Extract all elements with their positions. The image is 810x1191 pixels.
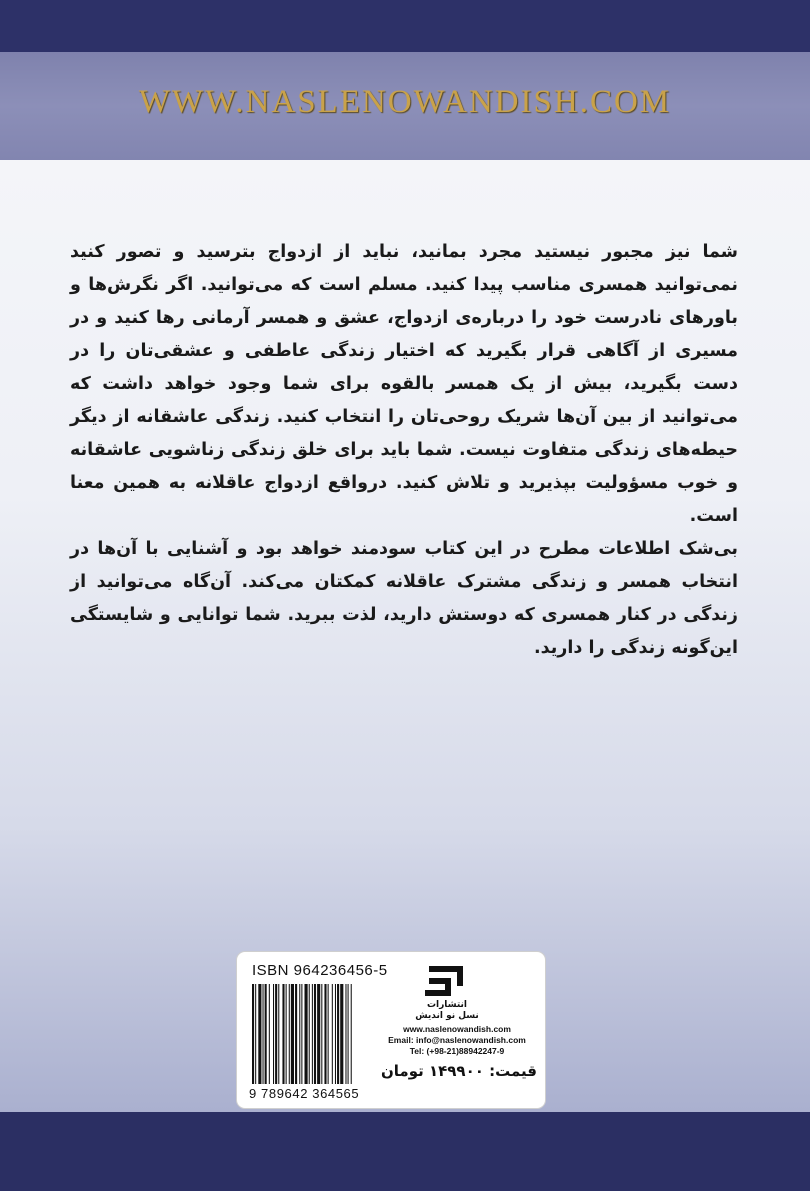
barcode-bar (348, 984, 349, 1084)
barcode-bar (252, 984, 254, 1084)
price-label: قیمت: ۱۴۹۹۰۰ تومان (380, 1062, 537, 1080)
barcode-bar (291, 984, 294, 1084)
barcode-bar (317, 984, 320, 1084)
barcode-bar (255, 984, 256, 1084)
barcode-bar (295, 984, 297, 1084)
barcode-bar (301, 984, 302, 1084)
barcode-bar (305, 984, 308, 1084)
barcode-bar (286, 984, 287, 1084)
barcode-bar (289, 984, 290, 1084)
barcode-bar (309, 984, 310, 1084)
isbn-label: ISBN 964236456-5 (252, 962, 388, 979)
publisher-logo-icon (423, 962, 471, 1000)
back-cover-blurb (70, 236, 738, 665)
barcode-bar (328, 984, 329, 1084)
barcode-bar (345, 984, 346, 1084)
bottom-band (0, 1112, 810, 1191)
website-url: WWW.NASLENOWANDISH.COM (138, 84, 672, 120)
barcode-bar (282, 984, 284, 1084)
barcode-bar (351, 984, 352, 1084)
barcode-bar (337, 984, 339, 1084)
publisher-name (395, 1000, 499, 1022)
barcode-bar (299, 984, 300, 1084)
barcode-bar (275, 984, 277, 1084)
barcode-bar (278, 984, 279, 1084)
publisher-line-2: نسل نو اندیش (415, 1011, 479, 1021)
barcode-bar (324, 984, 326, 1084)
blurb-paragraph-1: شما نیز مجبور نیستید مجرد بمانید، نباید از ازدواج بترسید و تصور کنید نمی‌توانید همسری مناسب پیدا کنید. مسلم است که می‌توانید. اگر نگرش‌ها و باورهای نادرست خود را درباره‌ی ازدواج، عشق و همسر آرمانی رها کنید و در مسیری از آگاهی قرار بگیرید که اختیار زندگی عاطفی و عشقی‌تان را در دست بگیرید، بیش از یک همسر بالقوه برای شما وجود خواهد داشت که می‌توانید از بین آن‌ها شریک روحی‌تان را انتخاب کنید. زندگی عاشقانه از دیگر حیطه‌های زندگی متفاوت نیست. شما باید برای خلق زندگی زناشویی عاشقانه و خوب مسؤولیت بپذیرید و تلاش کنید. درواقع ازدواج عاقلانه به همین معنا است. (70, 242, 738, 526)
barcode-bar (312, 984, 313, 1084)
contact-tel: Tel: (+98-21)88942247-9 (409, 1046, 505, 1056)
barcode-bar (314, 984, 316, 1084)
barcode-bar (321, 984, 322, 1084)
barcode-bar (335, 984, 336, 1084)
contact-web: www.naslenowandish.com (403, 1024, 511, 1034)
barcode-digits: 9 789642 364565 (249, 1086, 360, 1101)
barcode-bar (269, 984, 270, 1084)
barcode-bar (263, 984, 264, 1084)
barcode-bar (273, 984, 274, 1084)
blurb-paragraph-2: بی‌شک اطلاعات مطرح در این کتاب سودمند خواهد بود و آشنایی با آن‌ها در انتخاب همسر و زندگی مشترک عاقلانه کمکتان می‌کند. آن‌گاه می‌توانید از زندگی در کنار همسری که دوستش دارید، لذت ببرید. شما توانایی و شایستگی این‌گونه زندگی را دارید. (70, 539, 738, 658)
barcode-bar (340, 984, 343, 1084)
top-band (0, 0, 810, 52)
barcode-bar (258, 984, 261, 1084)
contact-email: Email: info@naslenowandish.com (388, 1035, 526, 1045)
barcode-sticker (237, 952, 545, 1108)
publisher-contact (377, 1024, 537, 1057)
barcode-bar (332, 984, 333, 1084)
publisher-line-1: انتشارات (427, 1000, 467, 1010)
barcode-bar (265, 984, 267, 1084)
barcode-image (252, 984, 378, 1084)
